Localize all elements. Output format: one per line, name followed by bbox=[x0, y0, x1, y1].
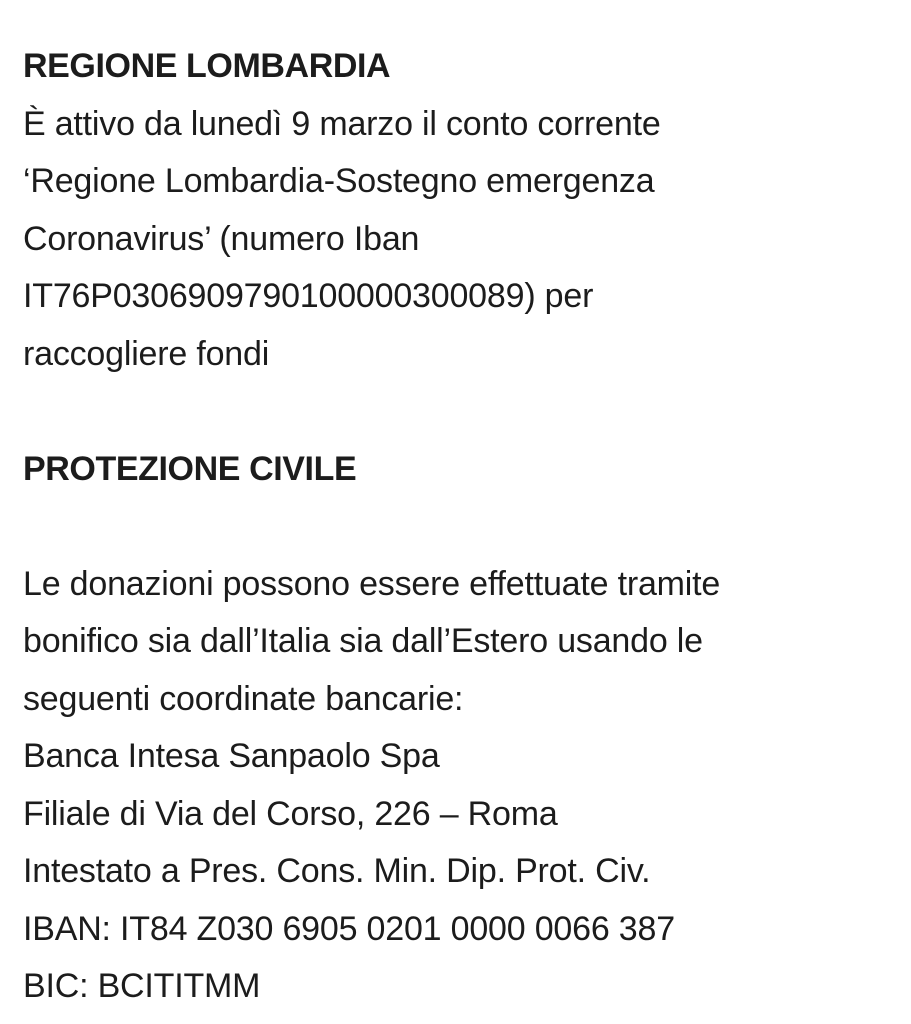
bank-name: Banca Intesa Sanpaolo Spa bbox=[23, 737, 440, 775]
section-divider-space bbox=[23, 383, 893, 441]
iban-value: IBAN: IT84 Z030 6905 0201 0000 0066 387 bbox=[23, 909, 675, 948]
paragraph-line: bonifico sia dall’Italia sia dall’Estero usando le bbox=[23, 622, 703, 660]
section-regione-lombardia bbox=[23, 38, 893, 383]
paragraph-line: ‘Regione Lombardia-Sostegno emergenza bbox=[23, 162, 655, 200]
account-holder: Intestato a Pres. Cons. Min. Dip. Prot. Civ. bbox=[23, 852, 651, 890]
section-protezione-civile bbox=[23, 441, 893, 1016]
paragraph-line: È attivo da lunedì 9 marzo il conto corrente bbox=[23, 104, 661, 143]
paragraph-line: IT76P0306909790100000300089) per bbox=[23, 277, 594, 315]
heading-gap bbox=[23, 498, 893, 556]
bic-value: BIC: BCITITMM bbox=[23, 967, 261, 1005]
paragraph-line: Le donazioni possono essere effettuate tramite bbox=[23, 564, 721, 603]
article-body bbox=[23, 38, 893, 1016]
paragraph-line: Coronavirus’ (numero Iban bbox=[23, 219, 420, 258]
section-heading: PROTEZIONE CIVILE bbox=[23, 449, 357, 488]
paragraph-line: seguenti coordinate bancarie: bbox=[23, 679, 464, 718]
bank-branch: Filiale di Via del Corso, 226 – Roma bbox=[23, 794, 558, 833]
section-heading: REGIONE LOMBARDIA bbox=[23, 47, 391, 85]
paragraph-line: raccogliere fondi bbox=[23, 334, 270, 373]
